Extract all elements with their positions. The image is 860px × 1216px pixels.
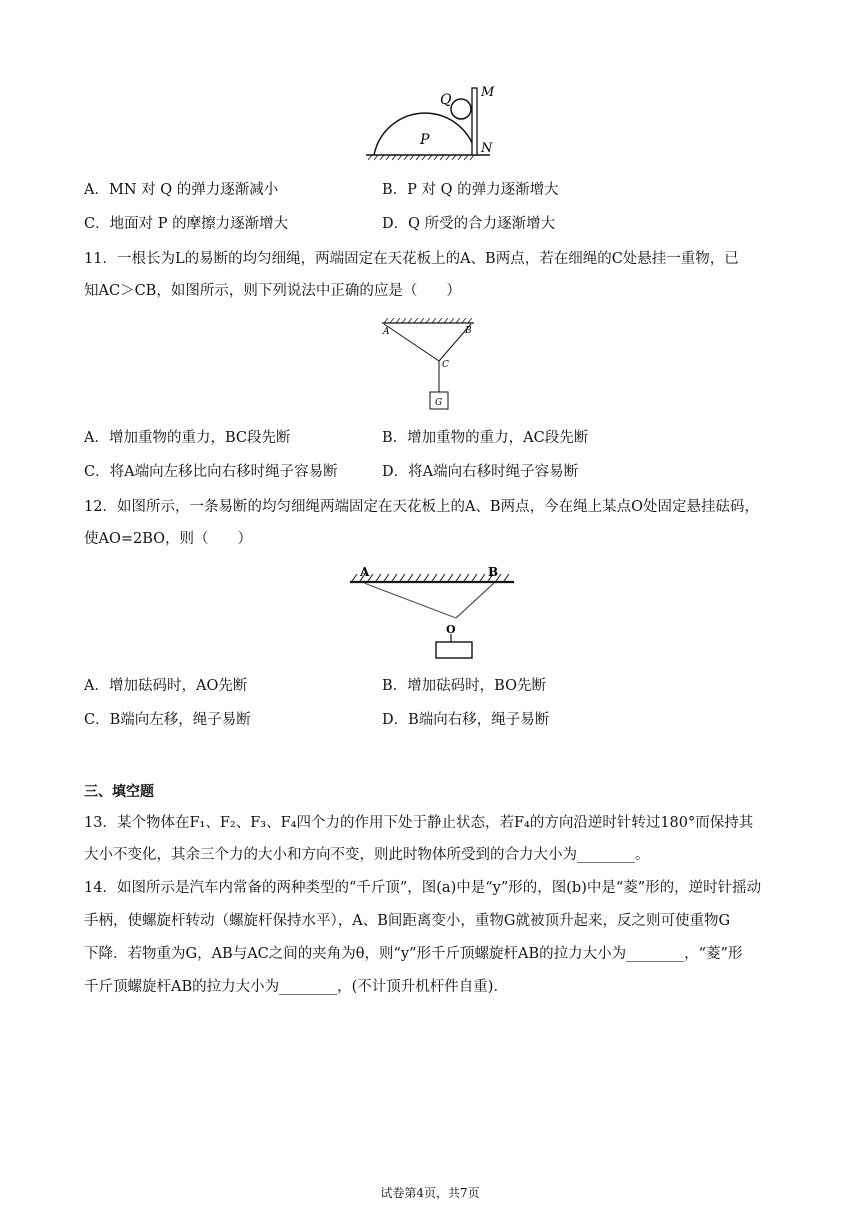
q11-stem-line2: 知AC＞CB，如图所示，则下列说法中正确的应是（ ） (84, 283, 461, 299)
q13-stem-line1: 13．某个物体在F₁、F₂、F₃、F₄四个力的作用下处于静止状态，若F₄的方向沿逆时针转过180°而保持其 (84, 815, 754, 831)
label-M: M (481, 85, 495, 100)
q13-stem-line2: 大小不变化，其余三个力的大小和方向不变，则此时物体所受到的合力大小为________。 (84, 847, 650, 863)
q10-option-d: D．Q 所受的合力逐渐增大 (382, 216, 556, 232)
q14-stem-line1: 14．如图所示是汽车内常备的两种类型的“千斤顶”，图(a)中是“y”形的，图(b)中是“菱”形的，逆时针摇动 (84, 880, 762, 896)
page-footer: 试卷第4页，共7页 (380, 1186, 480, 1200)
q12-option-a: A．增加砝码时，AO先断 (84, 678, 248, 694)
label-B: B (465, 326, 472, 336)
q11-option-d: D．将A端向右移时绳子容易断 (382, 464, 579, 480)
figure-q11 (378, 316, 482, 412)
label-Q: Q (440, 92, 452, 108)
section-heading: 三、填空题 (84, 784, 154, 800)
label-C: C (442, 360, 449, 370)
label-G: G (435, 398, 443, 408)
q14-stem-line3: 下降．若物重为G，AB与AC之间的夹角为θ，则“y”形千斤顶螺旋杆AB的拉力大小为________，“菱”形 (84, 946, 743, 962)
q10-option-a: A．MN 对 Q 的弹力逐渐减小 (84, 182, 279, 198)
q11-option-c: C．将A端向左移比向右移时绳子容易断 (84, 464, 338, 480)
figure-q10 (360, 82, 510, 162)
q11-option-a: A．增加重物的重力，BC段先断 (84, 430, 291, 446)
q10-option-c: C．地面对 P 的摩擦力逐渐增大 (84, 216, 289, 232)
q14-stem-line2: 手柄，使螺旋杆转动（螺旋杆保持水平），A、B间距离变小，重物G就被顶升起来，反之则可使重物G (84, 913, 731, 929)
q12-option-b: B．增加砝码时，BO先断 (382, 678, 546, 694)
label-A: A (360, 565, 370, 579)
label-P: P (420, 132, 430, 148)
label-B: B (488, 565, 499, 579)
label-N: N (481, 141, 493, 156)
q12-option-c: C．B端向左移，绳子易断 (84, 712, 251, 728)
label-A: A (383, 327, 390, 337)
q10-option-b: B．P 对 Q 的弹力逐渐增大 (382, 182, 559, 198)
q11-stem-line1: 11．一根长为L的易断的均匀细绳，两端固定在天花板上的A、B两点，若在细绳的C处悬挂一重物，已 (84, 251, 739, 267)
q11-option-b: B．增加重物的重力，AC段先断 (382, 430, 589, 446)
label-O: O (446, 623, 456, 636)
q14-stem-line4: 千斤顶螺旋杆AB的拉力大小为________，(不计顶升机杆件自重)． (84, 979, 508, 995)
q12-option-d: D．B端向右移，绳子易断 (382, 712, 550, 728)
figure-q12 (346, 560, 518, 660)
q12-stem-line2: 使AO=2BO，则（ ） (84, 531, 253, 547)
q12-stem-line1: 12．如图所示，一条易断的均匀细绳两端固定在天花板上的A、B两点，今在绳上某点O处固定悬挂砝码， (84, 499, 759, 515)
